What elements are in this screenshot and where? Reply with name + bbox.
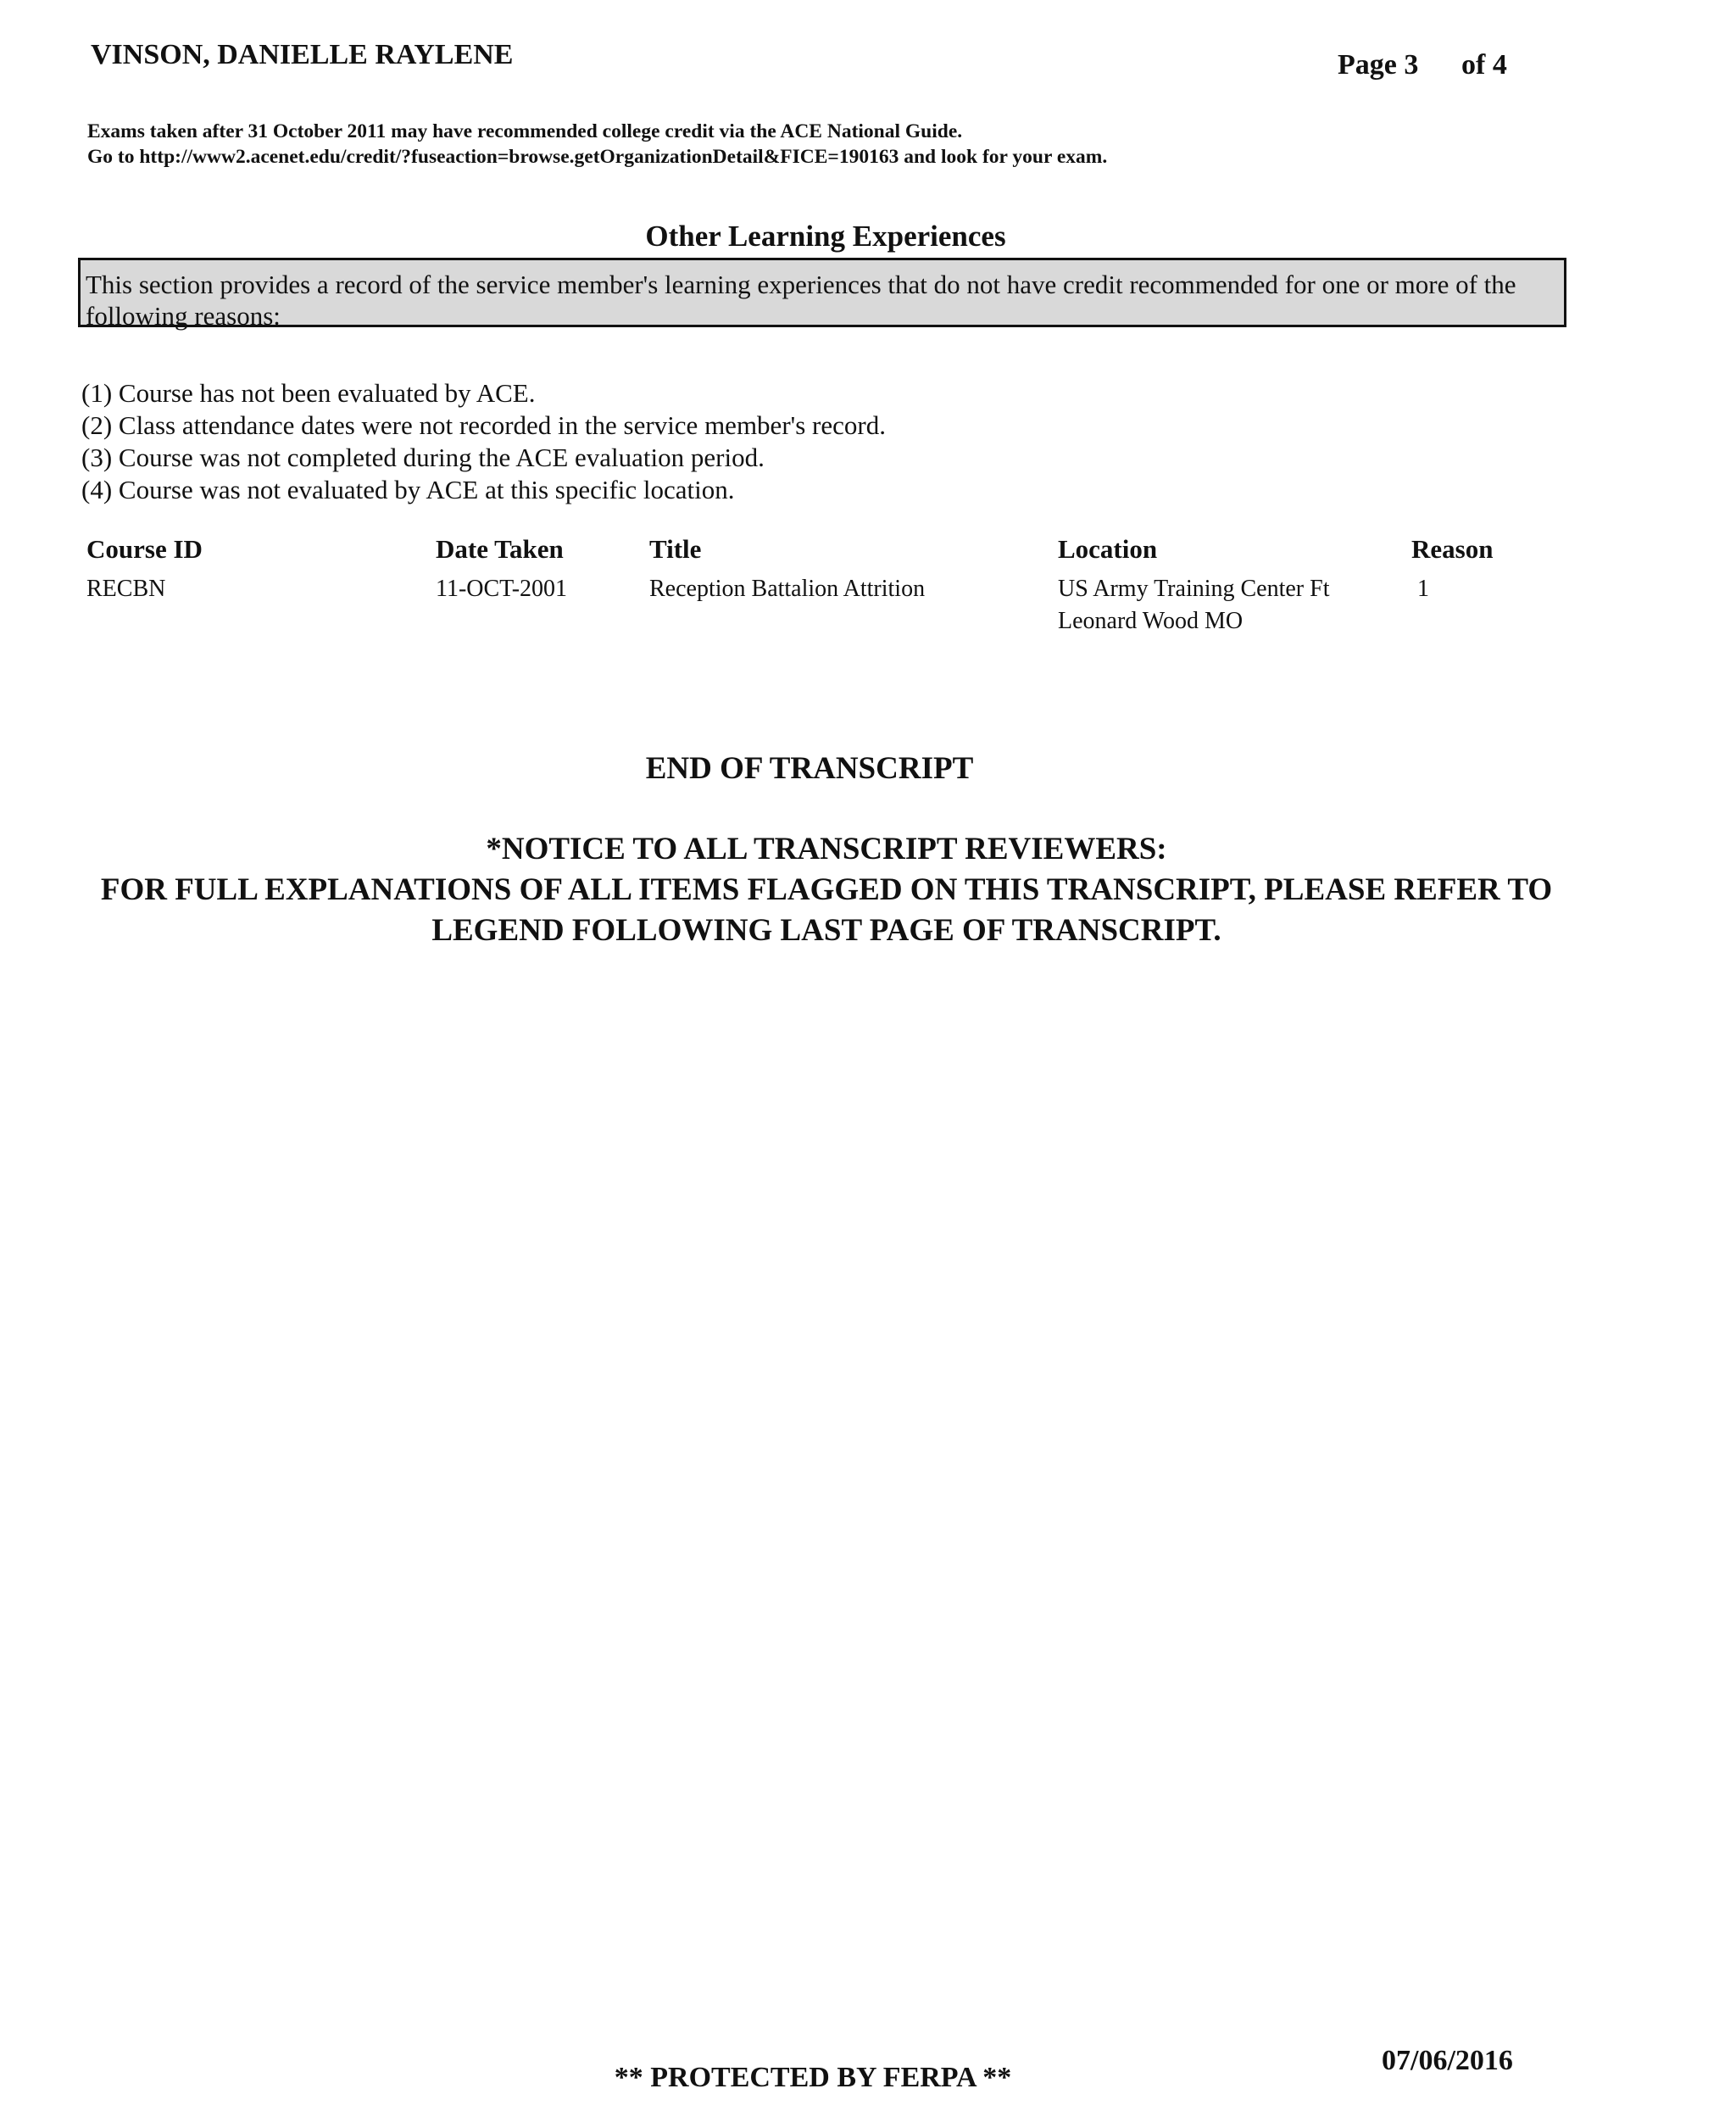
notice-line-2: FOR FULL EXPLANATIONS OF ALL ITEMS FLAGGED ON THIS TRANSCRIPT, PLEASE REFER TO [100,872,1553,907]
footer-date: 07/06/2016 [1382,2045,1513,2076]
notice-line-1: *NOTICE TO ALL TRANSCRIPT REVIEWERS: [486,832,1167,866]
notice-line-3: LEGEND FOLLOWING LAST PAGE OF TRANSCRIPT. [431,913,1221,948]
cell-course-id: RECBN [86,576,166,602]
column-header-reason: Reason [1411,534,1494,564]
cell-title: Reception Battalion Attrition [649,576,926,602]
reason-item: (1) Course has not been evaluated by ACE. [81,378,536,408]
cell-reason: 1 [1417,576,1429,602]
cell-location-line-1: US Army Training Center Ft [1058,576,1330,602]
column-header-date-taken: Date Taken [436,534,564,564]
reason-item: (2) Class attendance dates were not recorded in the service member's record. [81,410,886,440]
exam-note-line-1: Exams taken after 31 October 2011 may have recommended college credit via the ACE National Guide. [87,120,963,142]
cell-date-taken: 11-OCT-2001 [436,576,568,602]
cell-location-line-2: Leonard Wood MO [1058,608,1244,634]
ferpa-notice: ** PROTECTED BY FERPA ** [614,2062,1012,2093]
page-total: of 4 [1461,49,1507,81]
column-header-title: Title [649,534,702,564]
column-header-course-id: Course ID [86,534,203,564]
student-name: VINSON, DANIELLE RAYLENE [91,39,514,70]
exam-note-line-2: Go to http://www2.acenet.edu/credit/?fuseaction=browse.getOrganizationDetail&FICE=190163 and look for your exam. [87,146,1108,168]
end-of-transcript: END OF TRANSCRIPT [645,751,974,786]
page-number: Page 3 [1338,49,1419,81]
section-description: This section provides a record of the service member's learning experiences that do not have credit recommended for one or more of the following reasons: [86,270,1516,331]
section-title: Other Learning Experiences [645,220,1006,253]
section-description-box [78,258,1566,331]
reason-item: (3) Course was not completed during the ACE evaluation period. [81,443,765,472]
column-header-location: Location [1058,534,1158,564]
reason-item: (4) Course was not evaluated by ACE at this specific location. [81,475,735,504]
